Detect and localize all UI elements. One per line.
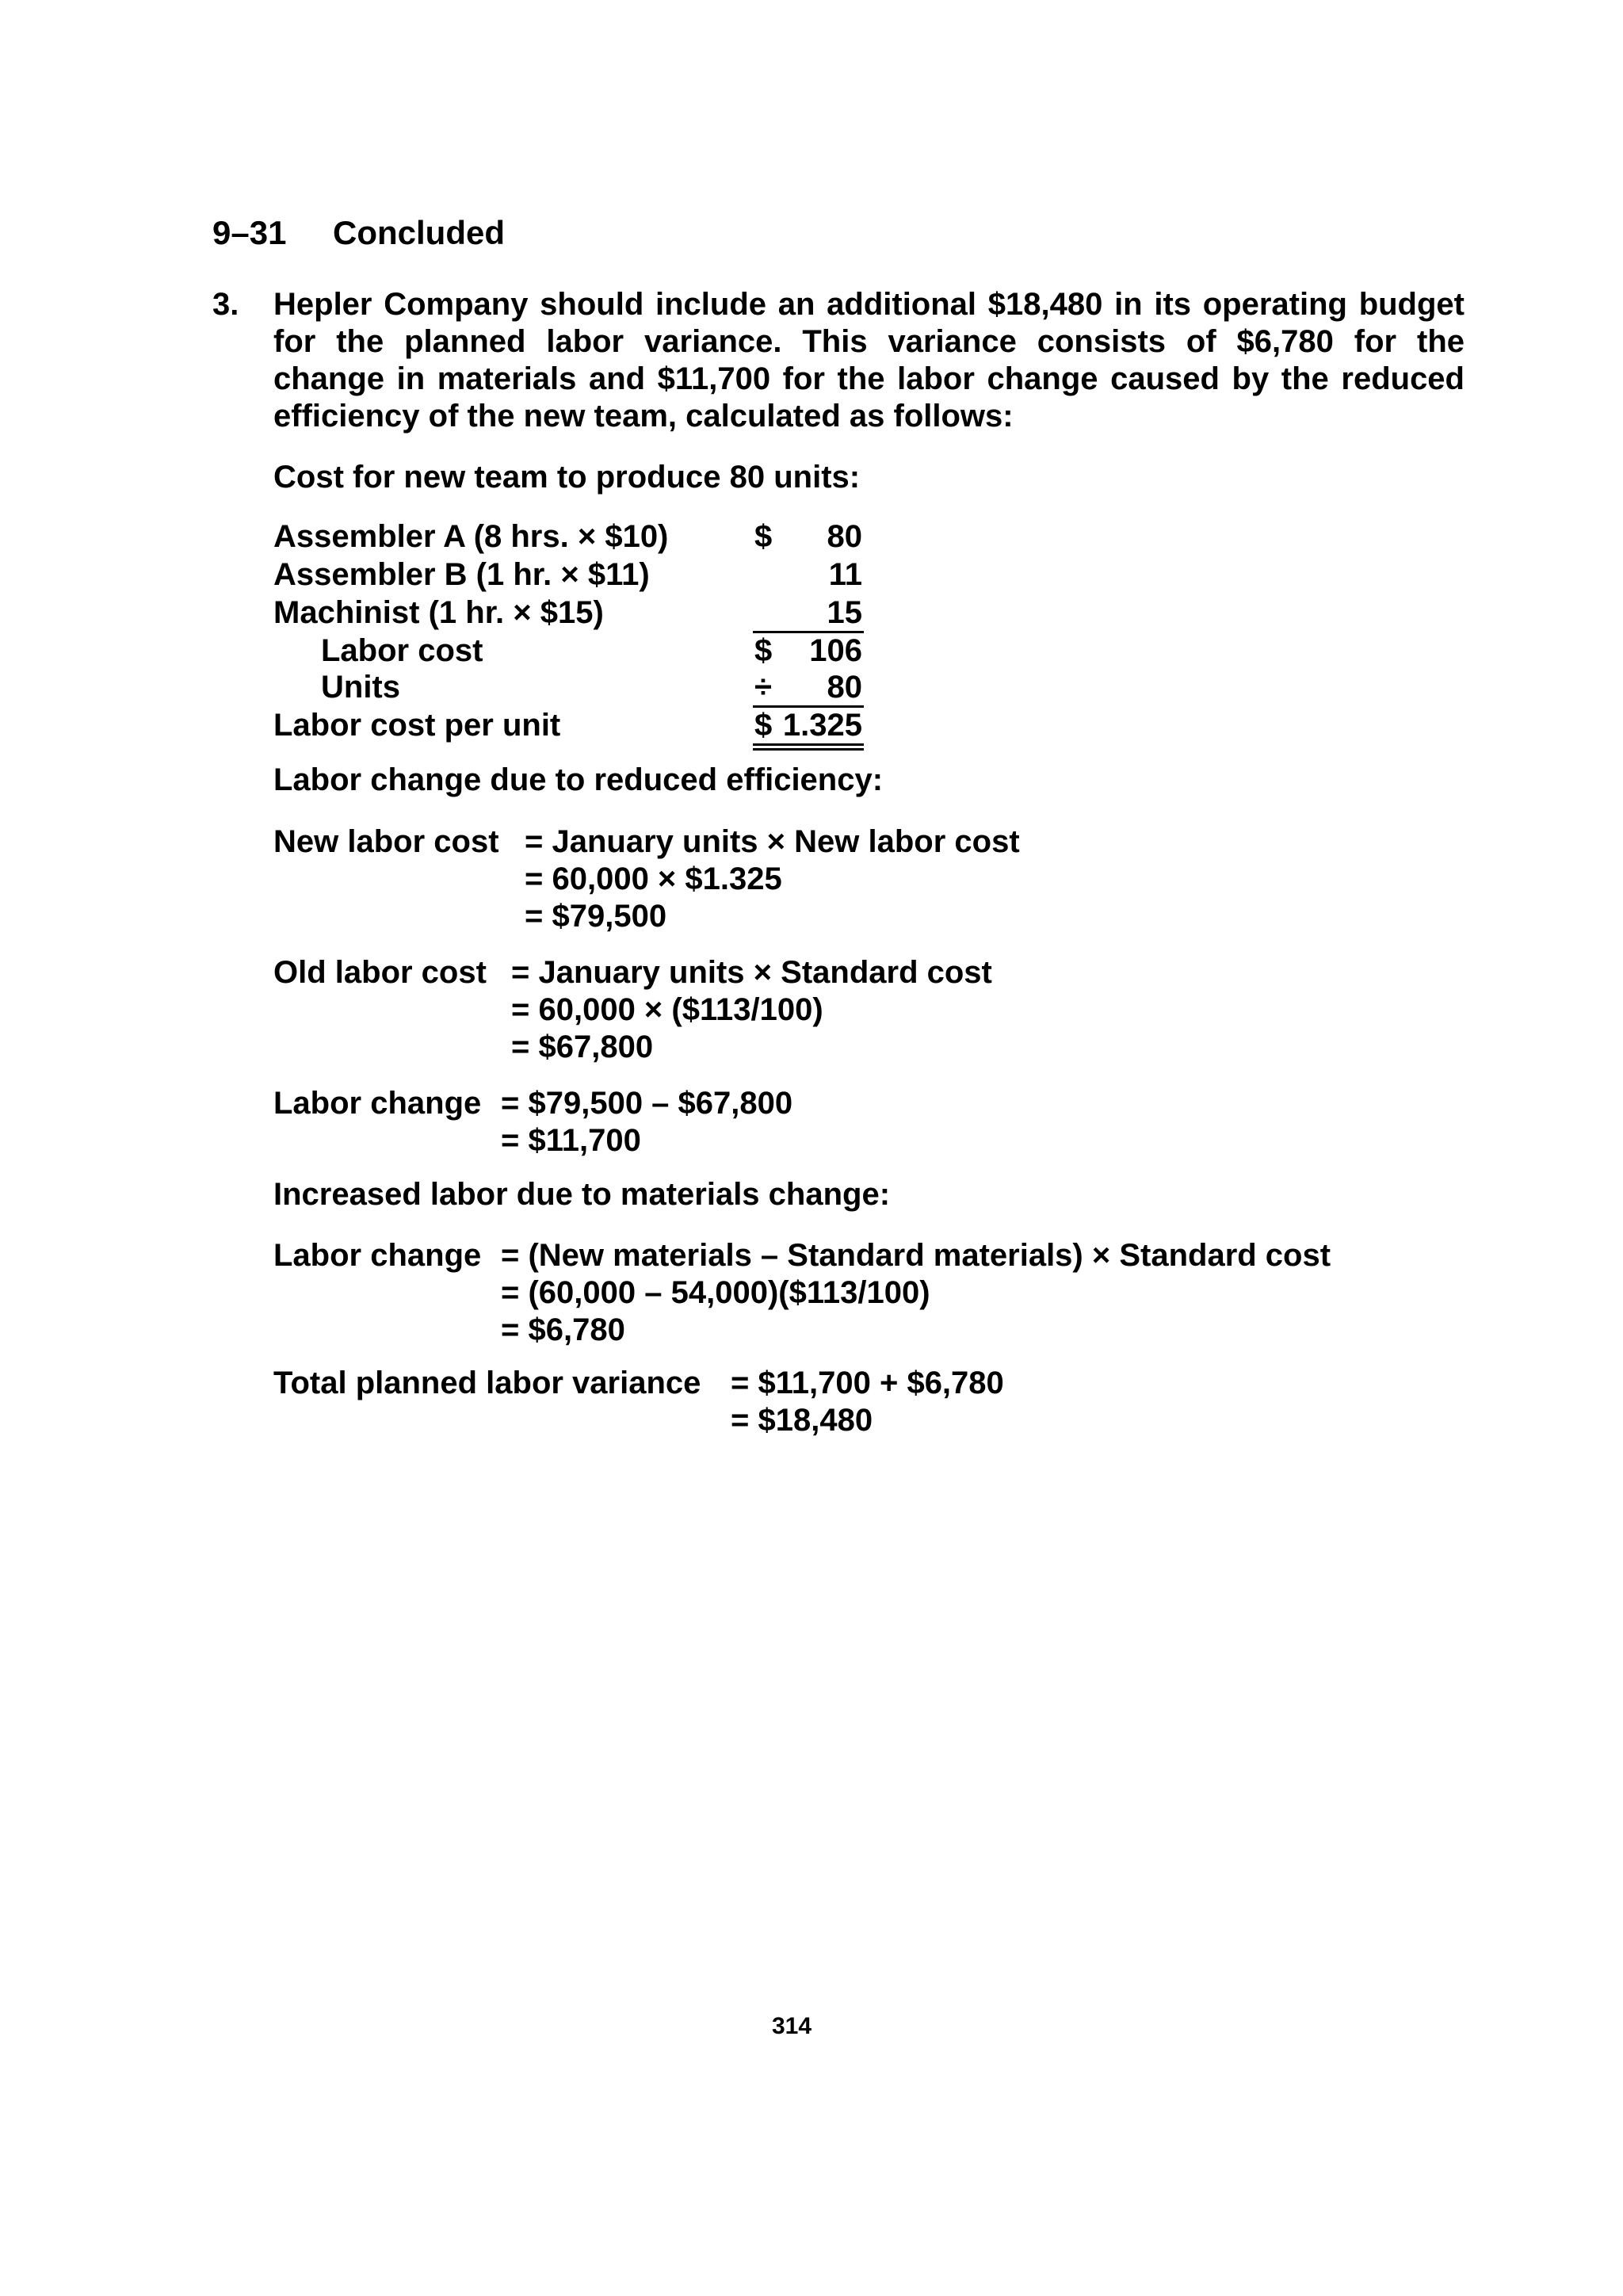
cost-row-value: 15 (827, 595, 862, 630)
cost-row-label: Labor cost per unit (273, 708, 561, 743)
efficiency-labor-change-label: Labor change (273, 1086, 482, 1121)
page-number: 314 (772, 2013, 812, 2039)
total-variance-label: Total planned labor variance (273, 1366, 701, 1400)
efficiency-section-title: Labor change due to reduced efficiency: (273, 762, 884, 797)
cost-row-value: 80 (827, 670, 862, 705)
cost-row-label: Machinist (1 hr. × $15) (273, 595, 604, 630)
total-double-underline-top (753, 743, 864, 746)
new-labor-line: = 60,000 × $1.325 (525, 861, 782, 896)
cost-row-label: Units (321, 670, 400, 705)
section-number: 9–31 (212, 214, 287, 251)
section-title: Concluded (333, 214, 505, 251)
old-labor-line: = $67,800 (511, 1030, 654, 1064)
total-double-underline-bottom (753, 748, 864, 751)
cost-section-title: Cost for new team to produce 80 units: (273, 460, 861, 495)
cost-row-value: 80 (827, 519, 862, 554)
paragraph-line: change in materials and $11,700 for the labor change caused by the reduced (273, 361, 1465, 396)
new-labor-label: New labor cost (273, 824, 499, 859)
cost-row-symbol: $ (754, 708, 773, 743)
cost-row-label: Assembler B (1 hr. × $11) (273, 557, 650, 592)
paragraph-line: Hepler Company should include an additional $18,480 in its operating budget (273, 287, 1465, 322)
total-variance-line: = $11,700 + $6,780 (731, 1366, 1004, 1400)
materials-labor-change-line: = (60,000 – 54,000)($113/100) (501, 1275, 930, 1310)
cost-row-symbol: $ (754, 519, 773, 554)
cost-row-value: 11 (828, 557, 862, 592)
materials-labor-change-label: Labor change (273, 1238, 482, 1273)
cost-row-symbol: $ (754, 633, 773, 668)
total-variance-line: = $18,480 (731, 1403, 873, 1438)
efficiency-labor-change-line: = $11,700 (501, 1123, 641, 1158)
materials-labor-change-line: = $6,780 (501, 1312, 625, 1347)
paragraph-line: efficiency of the new team, calculated as follows: (273, 399, 1014, 434)
materials-labor-change-line: = (New materials – Standard materials) × Standard cost (501, 1238, 1331, 1273)
old-labor-line: = January units × Standard cost (511, 955, 992, 990)
item-number: 3. (212, 287, 239, 322)
cost-row-symbol: ÷ (754, 670, 772, 705)
efficiency-labor-change-line: = $79,500 – $67,800 (501, 1086, 793, 1121)
old-labor-label: Old labor cost (273, 955, 487, 990)
cost-row-value: 1.325 (782, 708, 862, 743)
new-labor-line: = January units × New labor cost (525, 824, 1020, 859)
cost-row-label: Assembler A (8 hrs. × $10) (273, 519, 669, 554)
cost-row-label: Labor cost (321, 633, 483, 668)
paragraph-line: for the planned labor variance. This variance consists of $6,780 for the (273, 324, 1465, 359)
materials-section-title: Increased labor due to materials change: (273, 1177, 891, 1212)
cost-row-value: 106 (809, 633, 862, 668)
old-labor-line: = 60,000 × ($113/100) (511, 992, 823, 1027)
new-labor-line: = $79,500 (525, 899, 667, 934)
